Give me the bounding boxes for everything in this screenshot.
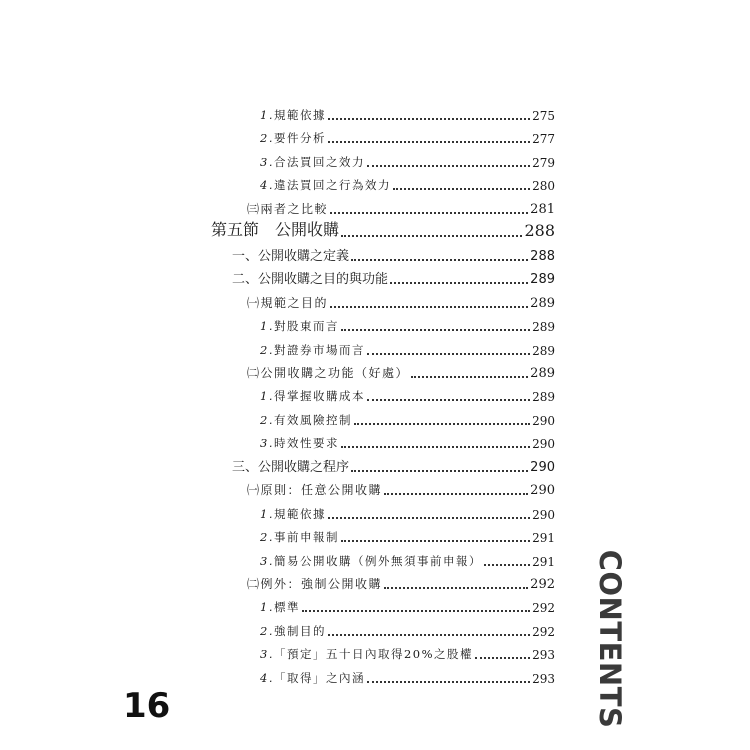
toc-dot-leader [330,305,528,308]
toc-entry [260,103,555,123]
toc-entry-title: 三、公開收購之程序 [232,459,350,475]
toc-dot-leader [328,516,530,519]
toc-entry-label [247,364,409,381]
toc-entry-number: 3. [260,647,274,662]
toc-entry-title: 規範依據 [273,108,326,122]
toc-entry-title: 得掌握收購成本 [273,389,365,404]
toc-entry [260,408,555,428]
toc-entry-number: 4. [260,178,274,193]
toc-entry-title: 標準 [273,600,300,615]
toc-entry-title: 事前申報制 [273,530,339,545]
toc-entry-page: 279 [532,155,555,170]
toc-entry-page: 291 [532,531,555,546]
toc-entry [260,338,555,358]
toc-entry-label [260,670,365,686]
toc-entry [260,431,555,451]
toc-entry-title: 「預定」五十日內取得20%之股權 [273,647,474,662]
toc-entry [260,525,555,545]
toc-entry-number: 1. [260,389,274,404]
toc-entry-label [260,342,365,358]
toc-entry-label [260,177,391,193]
toc-entry-page: 289 [530,272,555,288]
toc-entry-label [260,388,365,404]
toc-entry-title: 規範依據 [273,506,326,521]
toc-entry-title: 時效性要求 [273,436,339,451]
toc-entry-page: 281 [530,201,555,217]
toc-entry [260,314,555,334]
contents-side-label-text: CONTENTS [593,549,627,729]
toc-entry-title: 對證券市場而言 [273,342,365,357]
toc-entry-title: 二、公開收購之目的與功能 [232,272,389,288]
toc-dot-leader [484,563,530,566]
toc-entry-number: 1. [260,506,274,521]
toc-entry-label [247,200,328,217]
toc-dot-leader [393,187,530,190]
toc-entry-page: 289 [532,343,555,358]
toc-entry-label [247,575,382,592]
toc-entry-page: 293 [532,671,555,686]
toc-entry-label [260,646,473,662]
toc-entry [247,197,555,217]
toc-entry-label [247,481,382,498]
toc-entry-title: 第五節 公開收購 [211,220,340,240]
toc-entry-label [247,294,328,311]
toc-entry-title: ㈡例外：強制公開收購 [247,577,383,591]
toc-entry-page: 289 [530,365,555,381]
toc-entry [232,244,555,264]
toc-entry [260,642,555,662]
toc-entry [260,173,555,193]
toc-dot-leader [351,258,528,261]
toc-entry-page: 292 [530,577,555,592]
toc-entry-title: 一、公開收購之定義 [232,248,350,264]
toc-entry-label [260,529,339,545]
toc-entry [260,666,555,686]
toc-entry-page: 289 [532,320,555,335]
toc-entry-label [260,553,482,569]
toc-entry-label [232,245,349,264]
toc-entry-number: 2. [260,342,274,357]
toc-entry [232,267,555,287]
toc-entry-label [260,623,326,639]
toc-dot-leader [367,680,530,683]
toc-entry-page: 292 [532,624,555,639]
toc-entry-page: 290 [530,459,555,475]
toc-dot-leader [328,140,530,143]
toc-entry [260,619,555,639]
toc-entry-number: 1. [260,108,274,122]
toc-entry-number: 2. [260,412,274,427]
toc-dot-leader [367,352,530,355]
toc-entry-title: 對股東而言 [273,319,339,334]
toc-dot-leader [384,492,528,495]
toc-dot-leader [302,609,530,612]
toc-entry-page: 293 [532,648,555,663]
toc-entry-title: ㈠原則：任意公開收購 [247,483,383,498]
toc-entry-title: 違法買回之行為效力 [273,178,391,193]
toc-entry-number: 2. [260,530,274,545]
toc-entry-title: ㈢兩者之比較 [247,201,329,216]
toc-entry-title: 強制目的 [273,623,326,638]
toc-entry [247,291,555,311]
toc-dot-leader [475,656,530,659]
toc-entry-number: 3. [260,553,274,568]
toc-entry-page: 290 [530,483,555,499]
toc-entry [247,361,555,381]
toc-entry-label [232,268,388,287]
toc-entry [247,478,555,498]
toc-entry-page: 288 [524,221,555,241]
toc-entry-page: 275 [532,109,555,123]
toc-entry-number: 1. [260,600,274,615]
toc-dot-leader [390,281,528,284]
toc-entry-page: 289 [532,390,555,405]
toc-entry-page: 289 [530,295,555,311]
contents-side-label [584,549,636,729]
toc-dot-leader [354,422,530,425]
toc-entry-title: 簡易公開收購（例外無須事前申報） [273,553,482,568]
toc-entry-page: 288 [530,248,555,264]
toc-entry-number: 3. [260,436,274,451]
toc-entry-page: 291 [532,554,555,569]
toc-entry [260,126,555,146]
toc-entry-title: 「取得」之內涵 [273,670,365,685]
toc-dot-leader [384,586,528,589]
toc-entry-label [260,435,339,451]
toc-entry-number: 4. [260,670,274,685]
toc-dot-leader [328,633,530,636]
toc-entry-label [260,318,339,334]
toc-entry-title: 要件分析 [273,131,326,146]
toc-entry [260,502,555,522]
toc-entry-page: 292 [532,601,555,616]
toc-dot-leader [341,445,530,448]
toc-dot-leader [341,328,530,331]
toc-entry-page: 280 [532,179,555,194]
toc-dot-leader [328,117,530,120]
toc-entry-label [260,130,326,146]
toc-entry-label [211,217,339,240]
toc-entry-page: 290 [532,413,555,428]
toc-entry-label [260,107,326,123]
toc-dot-leader [341,539,530,542]
toc-entry [211,220,555,240]
toc-entry [260,384,555,404]
toc-entry-label [260,154,365,170]
toc-entry-label [260,412,352,428]
toc-dot-leader [367,398,530,401]
toc-entry-number: 2. [260,131,274,146]
toc-entry-number: 3. [260,154,274,169]
toc-entry [260,549,555,569]
toc-entry-page: 290 [532,437,555,452]
toc-entry [232,455,555,475]
toc-entry-title: 合法買回之效力 [273,154,365,169]
toc-entry [260,150,555,170]
toc-dot-leader [367,164,530,167]
toc-entry-number: 2. [260,623,274,638]
toc-entry-number: 1. [260,319,274,334]
toc-entry-page: 277 [532,132,555,147]
toc-entry-title: ㈠規範之目的 [247,295,329,310]
toc-entry-label [232,456,349,475]
toc-dot-leader [351,469,528,472]
page-number: 16 [123,686,171,726]
toc-entry-label [260,599,300,615]
toc-entry-title: ㈡公開收購之功能（好處） [247,365,410,380]
toc-entry-title: 有效風險控制 [273,412,352,427]
toc-entry [247,572,555,592]
toc-dot-leader [341,234,522,237]
toc-dot-leader [330,211,528,214]
toc-entry-page: 290 [532,507,555,522]
toc-entry-label [260,506,326,522]
toc-entry [260,595,555,615]
toc-dot-leader [411,375,528,378]
